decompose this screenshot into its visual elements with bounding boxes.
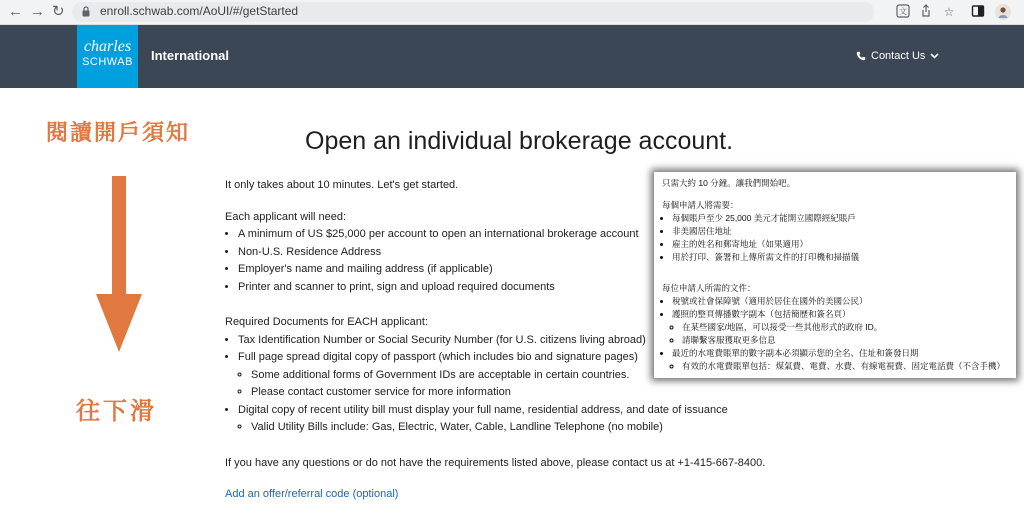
list-item	[672, 347, 1010, 373]
list-item: ◦ 請聯繫客服獲取更多信息	[682, 334, 1010, 347]
list-item: • A minimum of US $25,000 per account to open an international brokerage account	[238, 226, 785, 244]
intro-text: It only takes about 10 minutes. Let's get started.	[225, 179, 459, 191]
docs-heading: Required Documents for EACH applicant:	[225, 316, 428, 328]
phone-icon	[856, 51, 866, 61]
scroll-down-arrow-icon	[96, 176, 142, 352]
translate-icon[interactable]	[895, 4, 911, 20]
contact-text: If you have any questions or do not have the requirements listed above, please contact us at +1-415-667-8400.	[225, 456, 766, 469]
translation-needs-heading: 每個申請人將需要：	[662, 200, 739, 210]
list-item: • Tax Identification Number or Social Security Number (for U.S. citizens living abroad)	[238, 332, 785, 350]
list-item: • 雇主的姓名和郵寄地址（如果適用）	[672, 238, 1010, 251]
translation-passport: 護照的整頁傳播數字副本（包括簡歷和簽名頁）	[672, 309, 851, 319]
passport-text: Full page spread digital copy of passport (which includes bio and signature pages)	[238, 351, 638, 363]
list-item	[672, 308, 1010, 347]
translation-overlay	[654, 172, 1016, 378]
list-item: ◦ 有效的水電費賬單包括：煤氣費、電費、水費、有線電視費、固定電話費（不含手機）	[682, 360, 1010, 373]
back-icon[interactable]: ←	[8, 3, 23, 20]
translation-docs-heading: 每位申請人所需的文件：	[662, 283, 756, 293]
needs-heading: Each applicant will need:	[225, 210, 347, 223]
list-item: ◦ Some additional forms of Government IDs are acceptable in certain countries.	[251, 367, 785, 385]
translation-passport-sublist	[672, 321, 1010, 347]
list-item: • 每個賬戶至少 25,000 美元才能開立國際經紀賬戶	[672, 212, 1010, 225]
utility-text: Digital copy of recent utility bill must display your full name, residential address, and date of issuance	[238, 403, 728, 416]
utility-sublist	[238, 419, 785, 437]
contact-us-menu[interactable]	[856, 50, 939, 62]
bookmark-star-icon[interactable]: ☆	[943, 5, 955, 19]
profile-avatar-icon[interactable]	[995, 4, 1011, 20]
contact-us-label: Contact Us	[871, 50, 926, 62]
annotation-read-notice: 閱讀開戶須知	[46, 120, 191, 145]
list-item: ◦ Please contact customer service for more information	[251, 384, 785, 402]
list-item: • Non-U.S. Residence Address	[238, 244, 785, 262]
schwab-logo[interactable]	[77, 25, 138, 88]
site-title: International	[151, 48, 230, 63]
list-item	[238, 402, 785, 437]
browser-toolbar	[0, 0, 1024, 25]
logo-text-schwab: SCHWAB	[82, 56, 133, 68]
side-panel-icon[interactable]	[970, 4, 986, 20]
translation-intro: 只需大約 10 分鐘。讓我們開始吧。	[662, 178, 796, 188]
logo-text-charles: charles	[83, 38, 132, 55]
page-title: Open an individual brokerage account.	[305, 127, 734, 155]
site-header	[0, 25, 1024, 88]
lock-icon	[82, 6, 90, 17]
list-item: • 稅號或社會保障號（適用於居住在國外的美國公民）	[672, 295, 1010, 308]
translation-docs-list	[662, 295, 1010, 373]
referral-code-link[interactable]: Add an offer/referral code (optional)	[225, 488, 399, 500]
list-item: ◦ Valid Utility Bills include: Gas, Electric, Water, Cable, Landline Telephone (no mobile)	[251, 419, 785, 437]
translation-utility: 最近的水電費賬單的數字副本必須顯示您的全名、住址和簽發日期	[672, 348, 919, 358]
chevron-down-icon	[930, 53, 939, 59]
list-item: • Employer's name and mailing address (if applicable)	[238, 261, 785, 279]
svg-text:文: 文	[899, 7, 907, 16]
annotation-scroll-down: 往下滑	[76, 398, 157, 425]
forward-icon[interactable]: →	[30, 3, 45, 20]
share-icon[interactable]	[918, 4, 934, 20]
translation-utility-sublist	[672, 360, 1010, 373]
list-item: • 非美國居住地址	[672, 225, 1010, 238]
reload-icon[interactable]: ↻	[52, 3, 65, 20]
url-text: enroll.schwab.com/AoUI/#/getStarted	[100, 4, 299, 18]
address-bar[interactable]	[72, 2, 874, 22]
list-item: • 用於打印、簽署和上傳所需文件的打印機和掃描儀	[672, 251, 1010, 264]
list-item: ◦ 在某些國家/地區，可以接受一些其他形式的政府 ID。	[682, 321, 1010, 334]
translation-needs-list	[662, 212, 1010, 264]
list-item: • Printer and scanner to print, sign and upload required documents	[238, 279, 785, 297]
